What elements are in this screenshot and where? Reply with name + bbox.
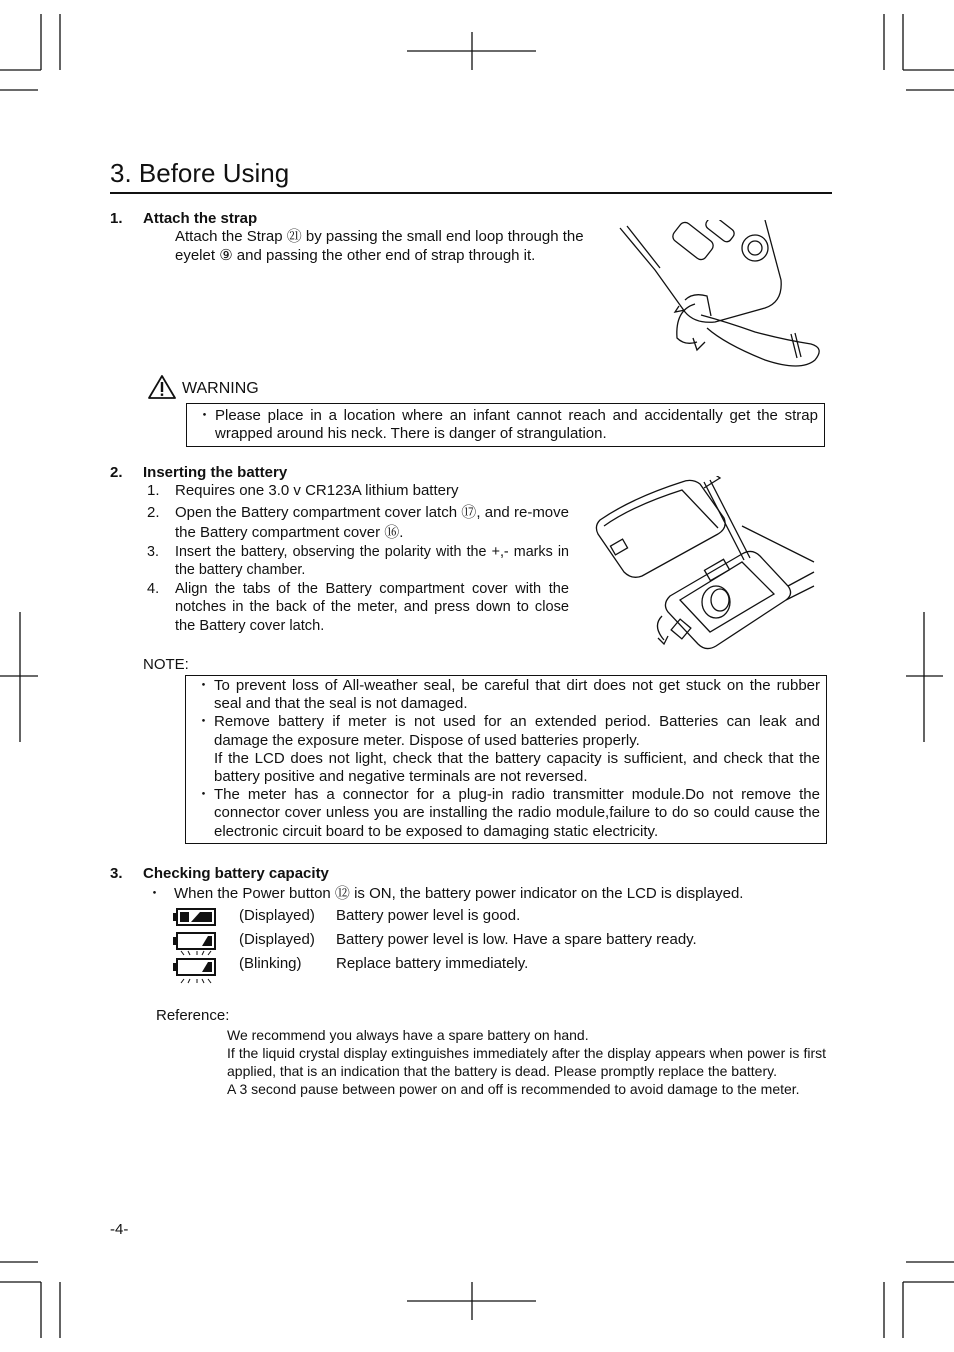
note-item: ・ To prevent loss of All-weather seal, be careful that dirt does not get stuck on the rubber seal and that the seal is not damaged. bbox=[196, 677, 820, 713]
strap-instructions: Attach the Strap ㉑ by passing the small end loop through the eyelet ⑨ and passing the other end of strap through it. bbox=[175, 228, 584, 264]
reference-text bbox=[227, 1026, 826, 1098]
bullet: ・ bbox=[196, 786, 212, 804]
battery-steps bbox=[147, 482, 569, 635]
battery-illustration bbox=[592, 476, 832, 658]
reference-line: A 3 second pause between power on and off is recommended to avoid damage to the meter. bbox=[227, 1081, 800, 1097]
reference-line: If the liquid crystal display extinguishes immediately after the display appears when power is first applied, that is an indication that the battery is dead. Please promptly replace the battery. bbox=[227, 1045, 826, 1079]
list-item: 4. Align the tabs of the Battery compartment cover with the notches in the back of the meter, and press down to close the Battery cover latch. bbox=[147, 580, 569, 634]
bullet: ・ bbox=[197, 407, 213, 424]
section-number: 2. bbox=[110, 464, 123, 481]
battery-indicator-row bbox=[173, 954, 773, 988]
page-number: -4- bbox=[110, 1221, 129, 1238]
title-rule bbox=[110, 192, 832, 194]
section-2-heading bbox=[110, 464, 287, 482]
list-item: 2. Open the Battery compartment cover latch ⑰, and re-move the Battery compartment cover ⑯. bbox=[147, 503, 569, 541]
section-3-heading bbox=[110, 865, 329, 883]
section-1-heading bbox=[110, 210, 257, 228]
warning-item: ・ Please place in a location where an infant cannot reach and accidentally get the strap wrapped around his neck. There is danger of strangulation. bbox=[197, 407, 818, 443]
battery-full-icon bbox=[173, 907, 217, 927]
reference-label: Reference: bbox=[156, 1007, 230, 1024]
warning-icon bbox=[147, 374, 177, 400]
indicator-description: Battery power level is low. Have a spare battery ready. bbox=[336, 931, 697, 948]
reference-line: We recommend you always have a spare battery on hand. bbox=[227, 1027, 589, 1043]
list-item: 3. Insert the battery, observing the polarity with the +,- marks in the battery chamber. bbox=[147, 543, 569, 578]
warning-label: WARNING bbox=[182, 380, 259, 397]
note-label: NOTE: bbox=[143, 656, 189, 673]
strap-illustration bbox=[615, 220, 835, 380]
section-heading-text: Attach the strap bbox=[143, 210, 258, 227]
battery-indicator-row bbox=[173, 930, 773, 952]
bullet: ・ bbox=[196, 713, 212, 731]
note-item: ・ Remove battery if meter is not used for an extended period. Batteries can leak and damage the exposure meter. Dispose of used batteries properly. bbox=[196, 713, 820, 749]
battery-indicator-row bbox=[173, 906, 773, 928]
section-heading-text: Checking battery capacity bbox=[143, 865, 329, 882]
bullet: ・ bbox=[196, 677, 212, 694]
battery-low-icon bbox=[173, 931, 217, 951]
warning-box bbox=[186, 403, 825, 447]
note-box bbox=[185, 675, 827, 844]
note-subitem: If the LCD does not light, check that the battery capacity is sufficient, and check that the battery positive and negative terminals are not reversed. bbox=[214, 749, 820, 786]
note-item: ・ The meter has a connector for a plug-in radio transmitter module.Do not remove the connector cover unless you are installing the radio module,failure to do so could cause the electronic circuit board to be exposed to damaging static electricity. bbox=[196, 786, 820, 840]
indicator-state: (Displayed) bbox=[239, 931, 315, 948]
page-title: 3. Before Using bbox=[110, 158, 290, 188]
list-item: 1. Requires one 3.0 v CR123A lithium battery bbox=[147, 482, 459, 499]
indicator-description: Battery power level is good. bbox=[336, 907, 521, 924]
bullet: ・ bbox=[147, 885, 163, 902]
section-number: 3. bbox=[110, 865, 123, 882]
section-number: 1. bbox=[110, 210, 123, 227]
battery-check-intro: ・ When the Power button ⑫ is ON, the battery power indicator on the LCD is displayed. bbox=[147, 885, 744, 902]
battery-blinking-icon bbox=[173, 950, 217, 984]
indicator-description: Replace battery immediately. bbox=[336, 955, 529, 972]
indicator-state: (Blinking) bbox=[239, 955, 302, 972]
section-heading-text: Inserting the battery bbox=[143, 464, 288, 481]
indicator-state: (Displayed) bbox=[239, 907, 315, 924]
